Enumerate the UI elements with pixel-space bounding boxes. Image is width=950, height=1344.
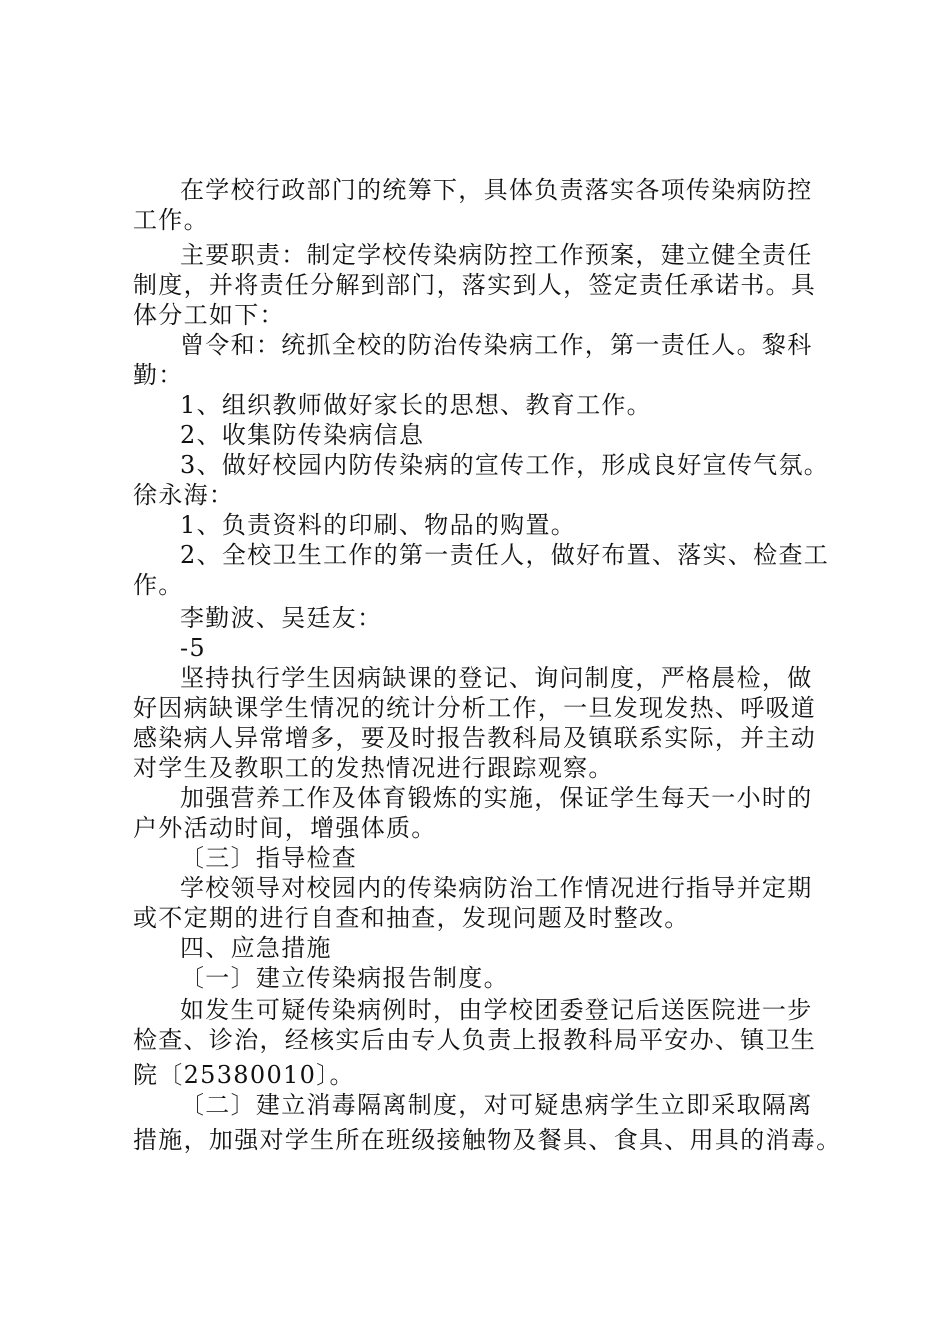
- paragraph-line: 检查、诊治，经核实后由专人负责上报教科局平安办、镇卫生: [133, 1026, 817, 1054]
- paragraph-line: 2、收集防传染病信息: [180, 421, 425, 449]
- paragraph-line: 学校领导对校园内的传染病防治工作情况进行指导并定期: [180, 874, 813, 902]
- paragraph-line: 1、组织教师做好家长的思想、教育工作。: [180, 391, 652, 419]
- paragraph-line: 制度，并将责任分解到部门，落实到人，签定责任承诺书。具: [133, 271, 817, 299]
- paragraph-line: 1、负责资料的印刷、物品的购置。: [180, 511, 577, 539]
- paragraph-line: 户外活动时间，增强体质。: [133, 814, 437, 842]
- paragraph-line: 措施，加强对学生所在班级接触物及餐具、食具、用具的消毒。: [133, 1126, 842, 1154]
- paragraph-line: 好因病缺课学生情况的统计分析工作，一旦发现发热、呼吸道: [133, 694, 817, 722]
- paragraph-line: 如发生可疑传染病例时，由学校团委登记后送医院进一步: [180, 996, 813, 1024]
- paragraph-line: 感染病人异常增多，要及时报告教科局及镇联系实际，并主动: [133, 724, 817, 752]
- paragraph-line: 坚持执行学生因病缺课的登记、询问制度，严格晨检，做: [180, 664, 813, 692]
- paragraph-line: 作。: [133, 571, 184, 599]
- paragraph-line: 3、做好校园内防传染病的宣传工作，形成良好宣传气氛。: [180, 451, 830, 479]
- paragraph-line: 曾令和：统抓全校的防治传染病工作，第一责任人。黎科: [180, 331, 813, 359]
- paragraph-line: 〔一〕建立传染病报告制度。: [180, 964, 509, 992]
- paragraph-line: 主要职责：制定学校传染病防控工作预案，建立健全责任: [180, 241, 813, 269]
- paragraph-line: 勤：: [133, 361, 184, 389]
- paragraph-line: 工作。: [133, 206, 209, 234]
- paragraph-line: 〔三〕指导检查: [180, 844, 358, 872]
- paragraph-line: 四、应急措施: [180, 934, 332, 962]
- paragraph-line: 或不定期的进行自查和抽查，发现问题及时整改。: [133, 904, 690, 932]
- paragraph-line: 院〔25380010〕。: [133, 1061, 355, 1089]
- paragraph-line: 〔二〕建立消毒隔离制度，对可疑患病学生立即采取隔离: [180, 1091, 813, 1119]
- paragraph-line: 徐永海：: [133, 481, 235, 509]
- paragraph-line: 对学生及教职工的发热情况进行跟踪观察。: [133, 754, 614, 782]
- paragraph-line: -5: [180, 634, 206, 662]
- paragraph-line: 体分工如下：: [133, 301, 285, 329]
- paragraph-line: 李勤波、吴廷友：: [180, 604, 383, 632]
- paragraph-line: 在学校行政部门的统筹下，具体负责落实各项传染病防控: [180, 176, 813, 204]
- paragraph-line: 2、全校卫生工作的第一责任人，做好布置、落实、检查工: [180, 541, 830, 569]
- paragraph-line: 加强营养工作及体育锻炼的实施，保证学生每天一小时的: [180, 784, 813, 812]
